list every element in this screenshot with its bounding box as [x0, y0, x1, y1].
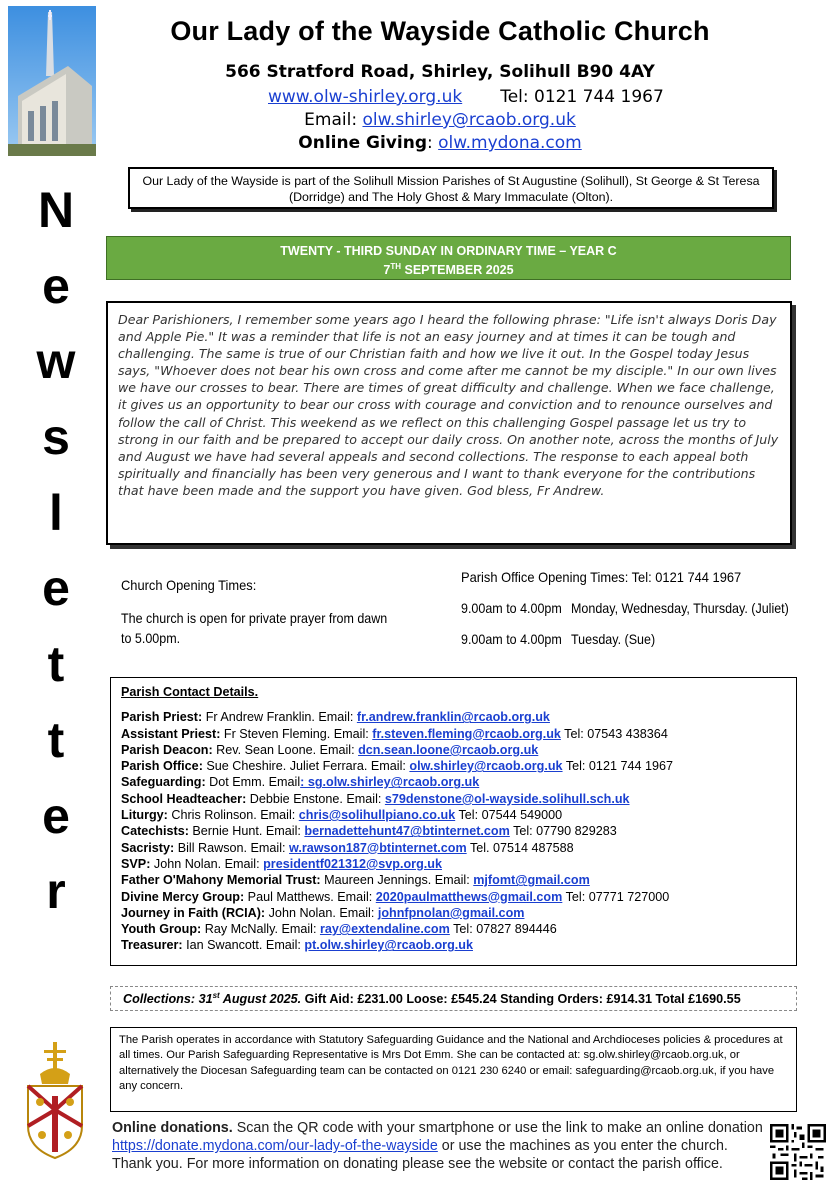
contact-telephone: Tel: 0121 744 1967	[562, 759, 673, 774]
office-hours-row	[461, 632, 655, 647]
contact-role: Liturgy:	[121, 808, 168, 823]
online-giving-separator: :	[427, 133, 439, 153]
contact-name: Bernie Hunt. Email:	[188, 824, 305, 839]
contact-telephone: Tel: 07827 894446	[449, 922, 557, 937]
contact-email-link[interactable]: mjfomt@gmail.com	[473, 873, 590, 888]
contact-row	[121, 905, 786, 921]
donation-link[interactable]: https://donate.mydona.com/our-lady-of-the-wayside	[112, 1138, 438, 1155]
office-hours-days: Tuesday. (Sue)	[571, 632, 656, 647]
safeguarding-notice: The Parish operates in accordance with Statutory Safeguarding Guidance and the National and Archdioceses policies & procedures at all times. Our Parish Safeguarding Representative is Mrs Dot Emm. She can be contacted at: sg.olw.shirley@rcaob.org.uk, or alternatively the Diocesan Safeguarding team can be contacted on 0121 230 6240 or email: safeguarding@rcaob.org.uk, if you have any concern.	[110, 1027, 797, 1112]
contact-name: Bill Rawson. Email:	[174, 840, 289, 855]
contact-email-link[interactable]: fr.steven.fleming@rcaob.org.uk	[372, 726, 561, 741]
newsletter-letter: r	[46, 863, 66, 920]
contact-row	[121, 872, 786, 888]
contact-email-link[interactable]: w.rawson187@btinternet.com	[289, 840, 467, 855]
contact-role: Journey in Faith (RCIA):	[121, 905, 266, 920]
contact-telephone: Tel: 07771 727000	[562, 889, 670, 904]
online-donations-paragraph	[112, 1119, 764, 1174]
newsletter-letter: e	[42, 560, 70, 617]
contact-row	[121, 709, 786, 725]
newsletter-letter: N	[37, 182, 75, 238]
contact-role: Parish Office:	[121, 759, 203, 774]
contact-name: Sue Cheshire. Juliet Ferrara. Email:	[202, 759, 410, 774]
email-line	[110, 110, 770, 130]
newsletter-letter: e	[42, 787, 70, 844]
newsletter-letter: t	[47, 636, 65, 693]
contact-row	[121, 807, 786, 823]
church-address: 566 Stratford Road, Shirley, Solihull B90 4AY	[225, 62, 655, 82]
contact-telephone: Tel: 07790 829283	[509, 824, 617, 839]
newsletter-letter: e	[42, 257, 70, 314]
office-hours-time: 9.00am to 4.00pm	[461, 632, 562, 647]
contact-email-link[interactable]: s79denstone@ol-wayside.solihull.sch.uk	[384, 791, 630, 806]
contact-email-link[interactable]: chris@solihullpiano.co.uk	[298, 808, 456, 823]
church-opening-heading: Church Opening Times:	[121, 577, 257, 593]
contact-email-link[interactable]: 2020paulmatthews@gmail.com	[375, 889, 563, 904]
mission-parishes-box: Our Lady of the Wayside is part of the Solihull Mission Parishes of St Augustine (Solihull), St George & St Teresa (Dorridge) and The Holy Ghost & Mary Immaculate (Olton).	[128, 167, 774, 209]
collections-summary	[110, 986, 797, 1011]
qr-code-icon[interactable]	[770, 1124, 826, 1180]
contact-name: Maureen Jennings. Email:	[320, 873, 474, 888]
website-line	[268, 87, 664, 107]
contact-row	[121, 823, 786, 839]
newsletter-letter: l	[49, 484, 63, 541]
contact-email-link[interactable]: fr.andrew.franklin@rcaob.org.uk	[356, 710, 550, 725]
church-opening-text: The church is open for private prayer from dawn to 5.00pm.	[121, 611, 388, 646]
office-opening-heading: Parish Office Opening Times: Tel: 0121 744 1967	[461, 569, 742, 585]
newsletter-letter: t	[47, 711, 65, 768]
contact-name: Dot Emm. Email	[205, 775, 301, 790]
email-label: Email:	[304, 110, 363, 130]
contact-name: John Nolan. Email:	[265, 905, 378, 920]
website-link[interactable]: www.olw-shirley.org.uk	[268, 87, 463, 107]
contact-row	[121, 937, 786, 953]
contact-email-link[interactable]: olw.shirley@rcaob.org.uk	[409, 759, 563, 774]
contact-name: Ray McNally. Email:	[201, 922, 320, 937]
collections-date: Collections: 31st August 2025.	[123, 991, 302, 1007]
church-photo	[8, 6, 96, 156]
contact-row	[121, 889, 786, 905]
contact-name: Paul Matthews. Email:	[244, 889, 376, 904]
contact-row	[121, 840, 786, 856]
donations-lead: Online donations.	[112, 1120, 233, 1136]
contact-email-link[interactable]: pt.olw.shirley@rcaob.org.uk	[304, 938, 473, 953]
donations-text: Scan the QR code with your smartphone or use the link to make an online donation	[232, 1120, 763, 1136]
contacts-heading: Parish Contact Details.	[121, 685, 259, 699]
contact-row	[121, 856, 786, 872]
contact-role: Sacristy:	[121, 840, 175, 855]
sunday-date: 7TH SEPTEMBER 2025	[383, 262, 514, 278]
contact-row	[121, 758, 786, 774]
contact-row	[121, 791, 786, 807]
contact-role: Treasurer:	[121, 938, 183, 953]
contact-name: Fr Andrew Franklin. Email:	[202, 710, 357, 725]
collections-amounts: Gift Aid: £231.00 Loose: £545.24 Standing Orders: £914.31 Total £1690.55	[301, 992, 741, 1007]
contact-row	[121, 726, 786, 742]
sunday-title: TWENTY - THIRD SUNDAY IN ORDINARY TIME – YEAR C	[280, 244, 617, 258]
contact-role: Assistant Priest:	[121, 726, 221, 741]
contact-name: Fr Steven Fleming. Email:	[220, 726, 373, 741]
contact-row	[121, 921, 786, 937]
contact-name: Rev. Sean Loone. Email:	[212, 742, 359, 757]
contact-telephone: Tel: 07544 549000	[455, 808, 563, 823]
online-giving-line	[110, 133, 770, 153]
contact-role: Parish Priest:	[121, 710, 203, 725]
contact-telephone: Tel: 07543 438364	[560, 726, 668, 741]
contact-email-link[interactable]: ray@extendaline.com	[319, 922, 450, 937]
archdiocese-crest-icon	[20, 1040, 90, 1160]
contact-telephone: Tel. 07514 487588	[466, 840, 574, 855]
contact-role: Parish Deacon:	[121, 742, 213, 757]
newsletter-letter: s	[42, 409, 70, 466]
office-hours-days: Monday, Wednesday, Thursday. (Juliet)	[571, 601, 789, 616]
parish-contacts-box	[110, 677, 797, 966]
contact-row	[121, 774, 786, 790]
online-giving-link[interactable]: olw.mydona.com	[438, 133, 582, 153]
church-email-link[interactable]: olw.shirley@rcaob.org.uk	[362, 110, 576, 130]
contact-email-link[interactable]: dcn.sean.loone@rcaob.org.uk	[358, 742, 539, 757]
donations-text-end: or use the machines as you enter the church. Thank you. For more information on donating please see the website or contact the parish office.	[112, 1138, 728, 1173]
contact-role: Divine Mercy Group:	[121, 889, 245, 904]
vertical-newsletter-title	[28, 180, 84, 937]
contact-role: Father O'Mahony Memorial Trust:	[121, 873, 321, 888]
contact-email-link[interactable]: bernadettehunt47@btinternet.com	[304, 824, 510, 839]
office-hours-row	[461, 601, 789, 616]
contact-row	[121, 742, 786, 758]
contact-role: Safeguarding:	[121, 775, 206, 790]
contacts-list	[121, 709, 786, 953]
contact-role: SVP:	[121, 856, 151, 871]
contact-name: John Nolan. Email:	[150, 856, 264, 871]
contact-email-link[interactable]: presidentf021312@svp.org.uk	[263, 856, 442, 871]
office-hours-time: 9.00am to 4.00pm	[461, 601, 562, 616]
contact-name: Ian Swancott. Email:	[182, 938, 305, 953]
contact-email-link[interactable]: : sg.olw.shirley@rcaob.org.uk	[300, 775, 480, 790]
contact-role: Youth Group:	[121, 922, 202, 937]
online-giving-label: Online Giving	[298, 133, 427, 153]
contact-email-link[interactable]: johnfpnolan@gmail.com	[377, 905, 525, 920]
church-telephone: Tel: 0121 744 1967	[500, 87, 664, 107]
sunday-banner	[106, 236, 791, 280]
contact-name: Chris Rolinson. Email:	[167, 808, 299, 823]
parish-priest-letter: Dear Parishioners, I remember some years ago I heard the following phrase: "Life isn't always Doris Day and Apple Pie." It was a reminder that life is not an easy journey and at times it can be tough and challenging. The same is true of our Christian faith and how we live it out. In the Gospel today Jesus says, "Whoever does not bear his own cross and come after me cannot be my disciple." In our own lives we have our crosses to bear. There are times of great difficulty and challenge. When we face challenge, it gives us an opportunity to bear our cross with courage and conviction and to renounce ourselves and follow the call of Christ. This weekend as we reflect on this challenging Gospel passage let us try to strong in our faith and be prepared to accept our daily cross. On another note, across the months of July and August we have had several appeals and second collections. The response to each appeal both spiritually and financially has been very generous and I want to thank everyone for the contributions that have been made and the support you have given. God bless, Fr Andrew.	[106, 301, 792, 545]
contact-name: Debbie Enstone. Email:	[246, 791, 385, 806]
contact-role: School Headteacher:	[121, 791, 247, 806]
newsletter-letter: w	[36, 333, 76, 390]
contact-role: Catechists:	[121, 824, 189, 839]
page-title: Our Lady of the Wayside Catholic Church	[170, 16, 710, 46]
